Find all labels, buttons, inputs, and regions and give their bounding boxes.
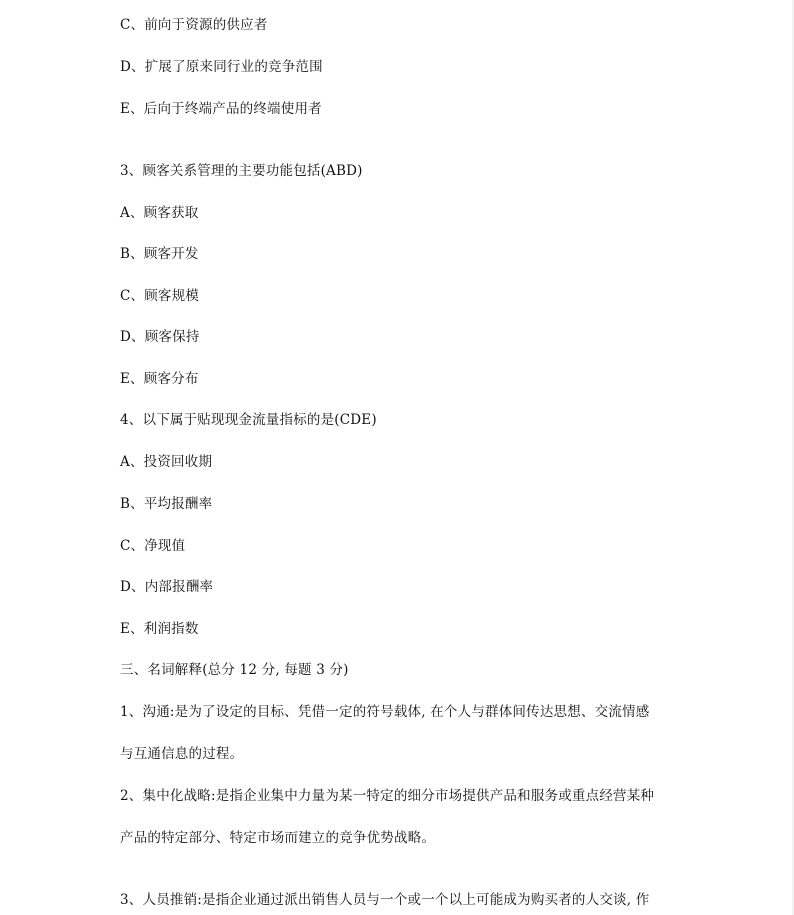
q3-option-a: A、顾客获取	[120, 205, 199, 221]
q4-stem: 4、以下属于贴现现金流量指标的是(CDE)	[120, 412, 377, 428]
definition-2-line-2: 产品的特定部分、特定市场而建立的竞争优势战略。	[120, 830, 436, 846]
q3-option-c: C、顾客规模	[120, 288, 200, 304]
q3-option-b: B、顾客开发	[120, 246, 199, 262]
definition-2-line-1: 2、集中化战略:是指企业集中力量为某一特定的细分市场提供产品和服务或重点经营某种	[120, 788, 655, 804]
section-heading: 三、名词解释(总分 12 分, 每题 3 分)	[120, 662, 349, 678]
q2-option-d: D、扩展了原来同行业的竞争范围	[120, 59, 323, 75]
q4-option-c: C、净现值	[120, 538, 186, 554]
q2-option-c: C、前向于资源的供应者	[120, 17, 268, 33]
q4-option-d: D、内部报酬率	[120, 579, 214, 595]
q3-option-d: D、顾客保持	[120, 329, 200, 345]
q3-stem: 3、顾客关系管理的主要功能包括(ABD)	[120, 163, 363, 179]
q2-option-e: E、后向于终端产品的终端使用者	[120, 101, 322, 117]
definition-1-line-1: 1、沟通:是为了设定的目标、凭借一定的符号载体, 在个人与群体间传达思想、交流情感	[120, 704, 650, 720]
definition-1-line-2: 与互通信息的过程。	[120, 746, 244, 762]
definition-3-line-1: 3、人员推销:是指企业通过派出销售人员与一个或一个以上可能成为购买者的人交谈, 作	[120, 892, 650, 908]
q3-option-e: E、顾客分布	[120, 371, 199, 387]
q4-option-b: B、平均报酬率	[120, 496, 213, 512]
q4-option-e: E、利润指数	[120, 621, 199, 637]
q4-option-a: A、投资回收期	[120, 454, 213, 470]
